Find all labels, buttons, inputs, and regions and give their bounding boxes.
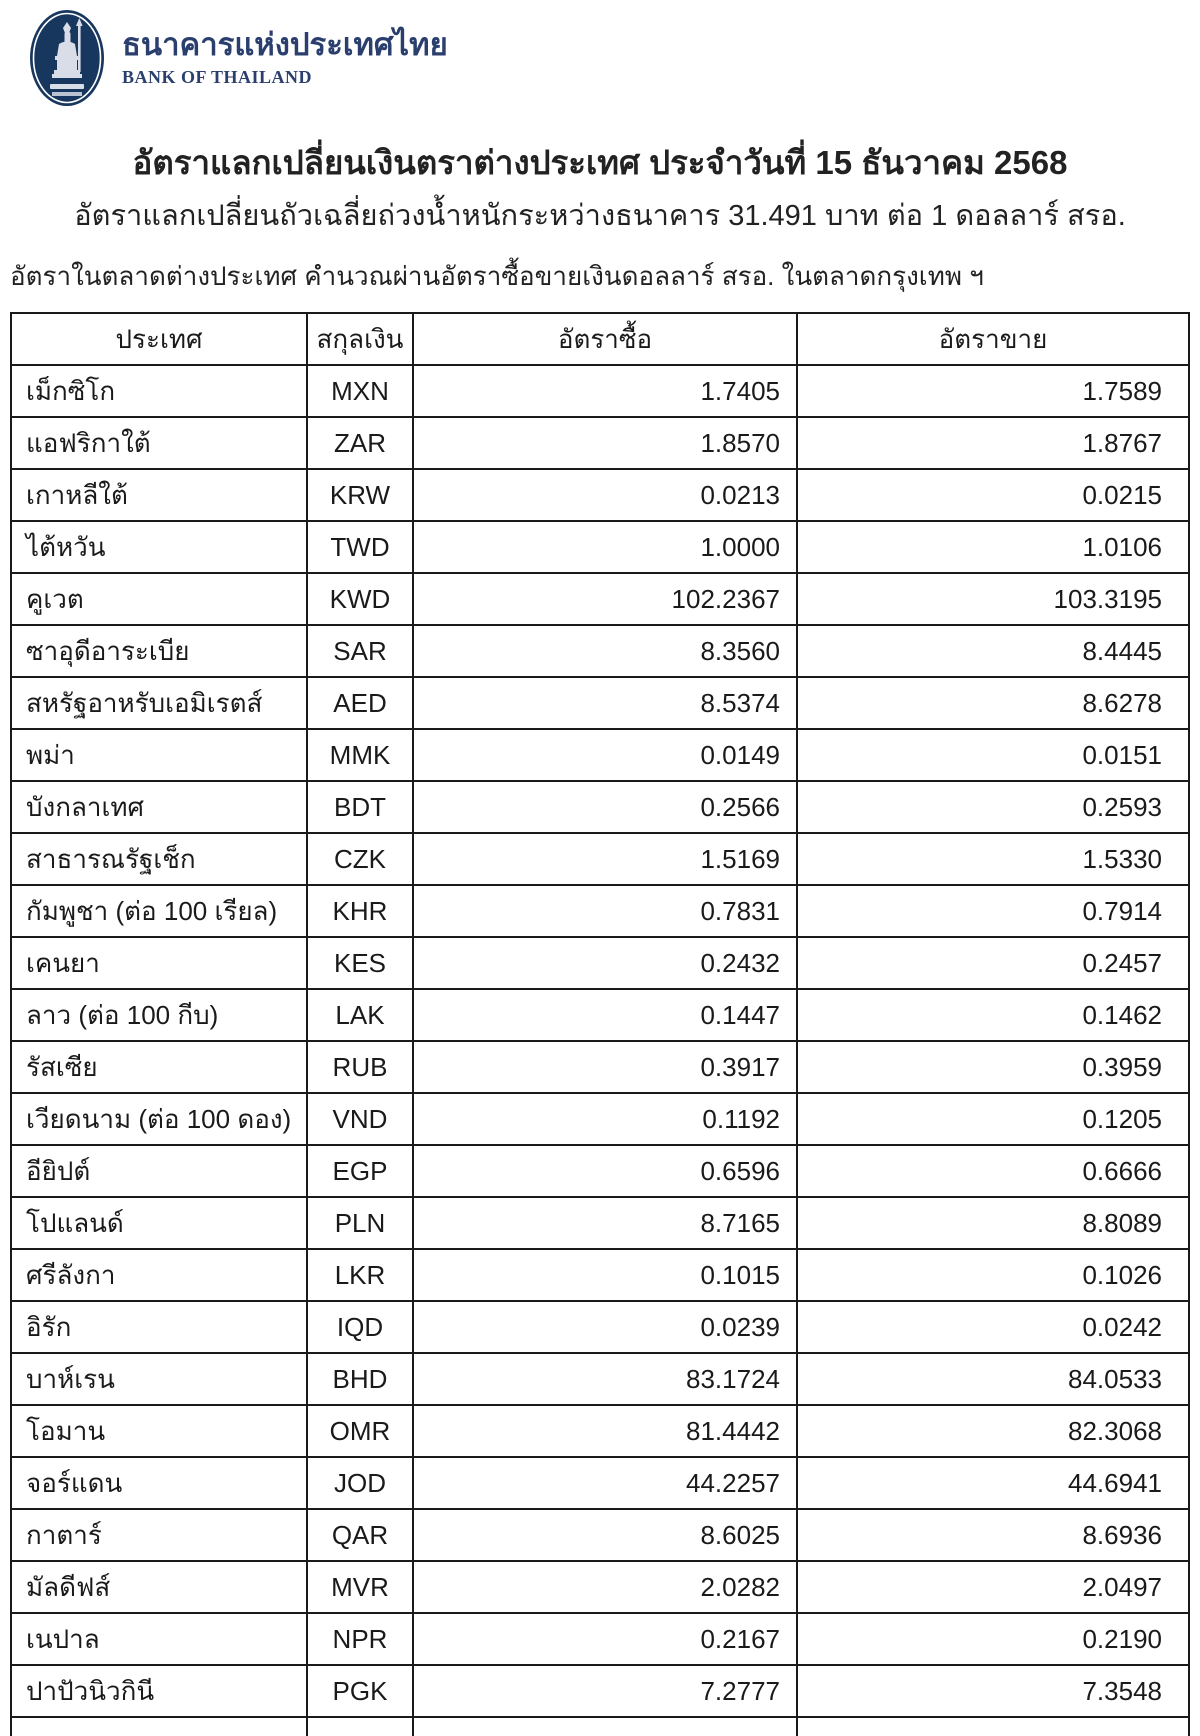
table-row xyxy=(11,1613,1189,1665)
selling-rate-cell: 44.6941 xyxy=(797,1457,1189,1509)
country-cell: มัลดีฟส์ xyxy=(11,1561,307,1613)
country-cell: จอร์แดน xyxy=(11,1457,307,1509)
bank-name-english: BANK OF THAILAND xyxy=(122,66,313,87)
selling-rate-cell: 84.0533 xyxy=(797,1353,1189,1405)
buying-rate-cell: 8.5374 xyxy=(413,677,797,729)
currency-code-cell: JOD xyxy=(307,1457,413,1509)
table-row xyxy=(11,1197,1189,1249)
currency-code-cell: IQD xyxy=(307,1301,413,1353)
buying-rate-cell: 0.2566 xyxy=(413,781,797,833)
buying-rate-cell: 0.0239 xyxy=(413,1301,797,1353)
country-cell: บังกลาเทศ xyxy=(11,781,307,833)
selling-rate-cell: 82.3068 xyxy=(797,1405,1189,1457)
selling-rate-cell: 0.2593 xyxy=(797,781,1189,833)
selling-rate-cell: 0.0151 xyxy=(797,729,1189,781)
currency-code-cell: MXN xyxy=(307,365,413,417)
buying-rate-cell: 0.2167 xyxy=(413,1613,797,1665)
currency-code-cell: QAR xyxy=(307,1509,413,1561)
currency-code-cell xyxy=(307,1717,413,1736)
currency-code-cell: KES xyxy=(307,937,413,989)
table-row xyxy=(11,989,1189,1041)
table-row xyxy=(11,1249,1189,1301)
column-header-currency: สกุลเงิน xyxy=(307,313,413,365)
column-header-buying-rate: อัตราซื้อ xyxy=(413,313,797,365)
country-cell: ซาอุดีอาระเบีย xyxy=(11,625,307,677)
selling-rate-cell: 1.7589 xyxy=(797,365,1189,417)
selling-rate-cell: 7.3548 xyxy=(797,1665,1189,1717)
currency-code-cell: CZK xyxy=(307,833,413,885)
buying-rate-cell: 1.0000 xyxy=(413,521,797,573)
table-row xyxy=(11,1301,1189,1353)
selling-rate-cell: 1.5330 xyxy=(797,833,1189,885)
table-row xyxy=(11,1041,1189,1093)
bank-header xyxy=(28,8,448,108)
buying-rate-cell: 0.6596 xyxy=(413,1145,797,1197)
country-cell: กาตาร์ xyxy=(11,1509,307,1561)
table-row xyxy=(11,1561,1189,1613)
country-cell: รัสเซีย xyxy=(11,1041,307,1093)
currency-code-cell: KWD xyxy=(307,573,413,625)
country-cell: เกาหลีใต้ xyxy=(11,469,307,521)
table-row xyxy=(11,1145,1189,1197)
table-row xyxy=(11,1509,1189,1561)
selling-rate-cell: 0.2190 xyxy=(797,1613,1189,1665)
currency-code-cell: KRW xyxy=(307,469,413,521)
buying-rate-cell: 8.3560 xyxy=(413,625,797,677)
buying-rate-cell: 102.2367 xyxy=(413,573,797,625)
buying-rate-cell: 0.2432 xyxy=(413,937,797,989)
selling-rate-cell: 0.1462 xyxy=(797,989,1189,1041)
country-cell: ปาปัวนิวกินี xyxy=(11,1665,307,1717)
selling-rate-cell: 0.0215 xyxy=(797,469,1189,521)
currency-code-cell: KHR xyxy=(307,885,413,937)
table-row xyxy=(11,1093,1189,1145)
currency-code-cell: PLN xyxy=(307,1197,413,1249)
currency-code-cell: NPR xyxy=(307,1613,413,1665)
column-header-selling-rate: อัตราขาย xyxy=(797,313,1189,365)
buying-rate-cell: 0.3917 xyxy=(413,1041,797,1093)
currency-code-cell: TWD xyxy=(307,521,413,573)
selling-rate-cell: 0.6666 xyxy=(797,1145,1189,1197)
buying-rate-cell: 44.2257 xyxy=(413,1457,797,1509)
table-row xyxy=(11,677,1189,729)
buying-rate-cell: 0.0213 xyxy=(413,469,797,521)
buying-rate-cell: 83.1724 xyxy=(413,1353,797,1405)
currency-code-cell: MVR xyxy=(307,1561,413,1613)
buying-rate-cell: 1.5169 xyxy=(413,833,797,885)
bank-of-thailand-logo-icon xyxy=(28,8,106,108)
buying-rate-cell: 0.1192 xyxy=(413,1093,797,1145)
table-row xyxy=(11,833,1189,885)
table-row xyxy=(11,1457,1189,1509)
selling-rate-cell: 0.1026 xyxy=(797,1249,1189,1301)
table-row xyxy=(11,365,1189,417)
buying-rate-cell: 7.2777 xyxy=(413,1665,797,1717)
selling-rate-cell: 0.3959 xyxy=(797,1041,1189,1093)
buying-rate-cell: 1.8570 xyxy=(413,417,797,469)
page-title: อัตราแลกเปลี่ยนเงินตราต่างประเทศ ประจำวันที่ 15 ธันวาคม 2568 xyxy=(132,144,1068,181)
selling-rate-cell: 0.0242 xyxy=(797,1301,1189,1353)
country-cell: ลาว (ต่อ 100 กีบ) xyxy=(11,989,307,1041)
country-cell: โปแลนด์ xyxy=(11,1197,307,1249)
country-cell: คูเวต xyxy=(11,573,307,625)
country-cell: บาห์เรน xyxy=(11,1353,307,1405)
country-cell: กัมพูชา (ต่อ 100 เรียล) xyxy=(11,885,307,937)
currency-code-cell: SAR xyxy=(307,625,413,677)
bank-name-thai: ธนาคารแห่งประเทศไทย xyxy=(122,27,448,63)
selling-rate-cell: 8.8089 xyxy=(797,1197,1189,1249)
buying-rate-cell: 0.0149 xyxy=(413,729,797,781)
selling-rate-cell: 1.8767 xyxy=(797,417,1189,469)
currency-code-cell: LKR xyxy=(307,1249,413,1301)
country-cell: พม่า xyxy=(11,729,307,781)
market-note: อัตราในตลาดต่างประเทศ คำนวณผ่านอัตราซื้อขายเงินดอลลาร์ สรอ. ในตลาดกรุงเทพ ฯ xyxy=(10,261,984,291)
table-row xyxy=(11,885,1189,937)
currency-code-cell: MMK xyxy=(307,729,413,781)
country-cell: อียิปต์ xyxy=(11,1145,307,1197)
country-cell: ศรีลังกา xyxy=(11,1249,307,1301)
selling-rate-cell: 8.6936 xyxy=(797,1509,1189,1561)
table-row xyxy=(11,573,1189,625)
truncated-table-row xyxy=(11,1717,1189,1736)
table-header-row xyxy=(11,313,1189,365)
table-row xyxy=(11,625,1189,677)
buying-rate-cell: 2.0282 xyxy=(413,1561,797,1613)
weighted-average-subtitle: อัตราแลกเปลี่ยนถัวเฉลี่ยถ่วงน้ำหนักระหว่างธนาคาร 31.491 บาท ต่อ 1 ดอลลาร์ สรอ. xyxy=(74,200,1126,232)
buying-rate-cell: 0.7831 xyxy=(413,885,797,937)
currency-code-cell: OMR xyxy=(307,1405,413,1457)
table-row xyxy=(11,729,1189,781)
buying-rate-cell: 0.1447 xyxy=(413,989,797,1041)
country-cell xyxy=(11,1717,307,1736)
table-row xyxy=(11,417,1189,469)
buying-rate-cell: 1.7405 xyxy=(413,365,797,417)
country-cell: ไต้หวัน xyxy=(11,521,307,573)
table-row xyxy=(11,1665,1189,1717)
currency-code-cell: BDT xyxy=(307,781,413,833)
country-cell: สหรัฐอาหรับเอมิเรตส์ xyxy=(11,677,307,729)
country-cell: โอมาน xyxy=(11,1405,307,1457)
country-cell: เนปาล xyxy=(11,1613,307,1665)
selling-rate-cell: 8.4445 xyxy=(797,625,1189,677)
country-cell: อิรัก xyxy=(11,1301,307,1353)
buying-rate-cell: 0.1015 xyxy=(413,1249,797,1301)
country-cell: เม็กซิโก xyxy=(11,365,307,417)
table-row xyxy=(11,937,1189,989)
selling-rate-cell: 8.6278 xyxy=(797,677,1189,729)
selling-rate-cell: 103.3195 xyxy=(797,573,1189,625)
table-row xyxy=(11,781,1189,833)
table-row xyxy=(11,521,1189,573)
exchange-rates-table xyxy=(10,312,1190,1736)
selling-rate-cell: 0.7914 xyxy=(797,885,1189,937)
currency-code-cell: VND xyxy=(307,1093,413,1145)
country-cell: เวียดนาม (ต่อ 100 ดอง) xyxy=(11,1093,307,1145)
currency-code-cell: BHD xyxy=(307,1353,413,1405)
buying-rate-cell: 8.6025 xyxy=(413,1509,797,1561)
country-cell: แอฟริกาใต้ xyxy=(11,417,307,469)
country-cell: สาธารณรัฐเช็ก xyxy=(11,833,307,885)
buying-rate-cell xyxy=(413,1717,797,1736)
selling-rate-cell: 1.0106 xyxy=(797,521,1189,573)
currency-code-cell: RUB xyxy=(307,1041,413,1093)
currency-code-cell: LAK xyxy=(307,989,413,1041)
country-cell: เคนยา xyxy=(11,937,307,989)
table-row xyxy=(11,469,1189,521)
table-row xyxy=(11,1405,1189,1457)
column-header-country: ประเทศ xyxy=(11,313,307,365)
currency-code-cell: PGK xyxy=(307,1665,413,1717)
currency-code-cell: ZAR xyxy=(307,417,413,469)
selling-rate-cell xyxy=(797,1717,1189,1736)
buying-rate-cell: 8.7165 xyxy=(413,1197,797,1249)
selling-rate-cell: 0.1205 xyxy=(797,1093,1189,1145)
currency-code-cell: EGP xyxy=(307,1145,413,1197)
selling-rate-cell: 0.2457 xyxy=(797,937,1189,989)
rates-table-body xyxy=(11,365,1189,1736)
table-row xyxy=(11,1353,1189,1405)
selling-rate-cell: 2.0497 xyxy=(797,1561,1189,1613)
buying-rate-cell: 81.4442 xyxy=(413,1405,797,1457)
currency-code-cell: AED xyxy=(307,677,413,729)
bank-names xyxy=(122,28,448,87)
